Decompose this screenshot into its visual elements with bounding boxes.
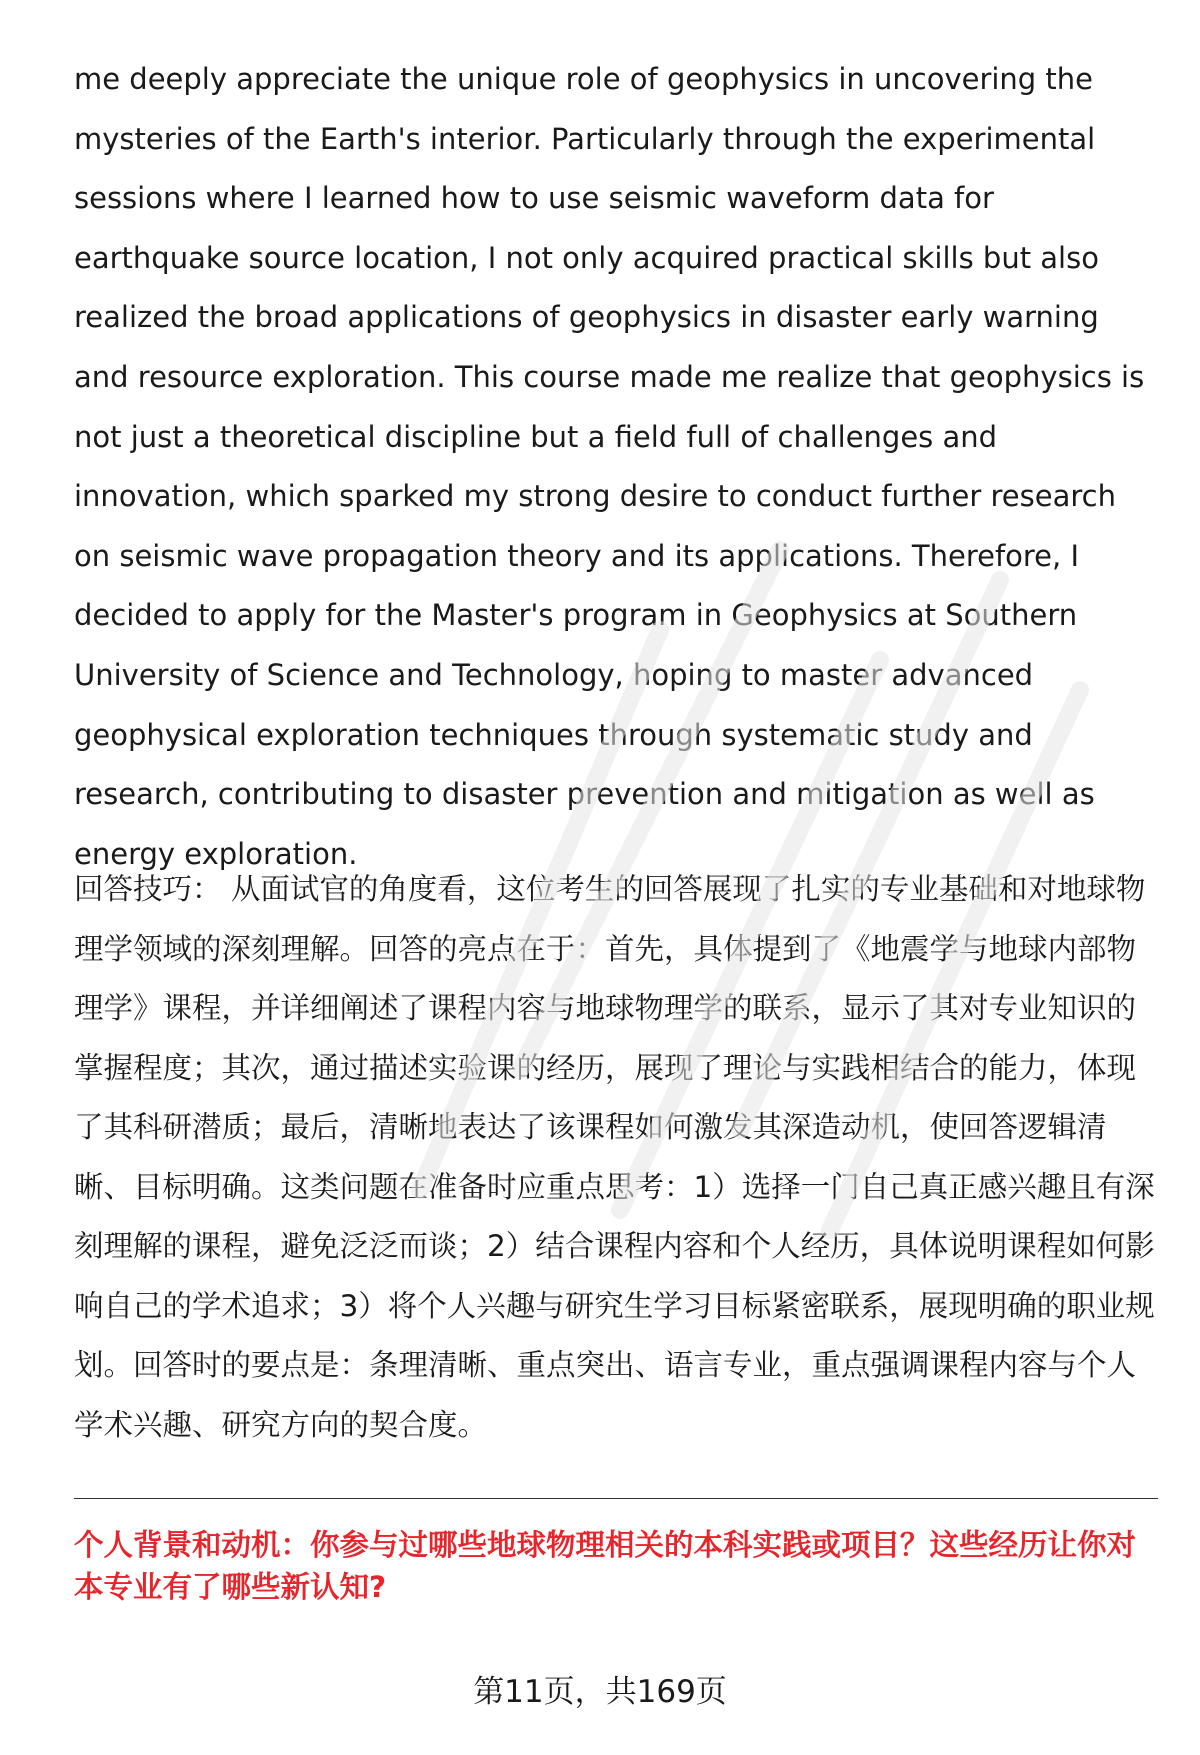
section-divider [74,1498,1158,1499]
next-question-heading: 个人背景和动机：你参与过哪些地球物理相关的本科实践或项目？这些经历让你对本专业有了哪些新认知? [74,1528,1137,1604]
page-number: 第11页，共169页 [473,1674,727,1710]
answer-tips-paragraph [74,860,1158,1455]
answer-paragraph: me deeply appreciate the unique role of geophysics in uncovering the mysteries of the Earth's interior. Particularly through the experimental sessions where I learned how to use seismic waveform data for earthquake source location, I not only acquired practical skills but also realized the broad applications of geophysics in disaster early warning and resource exploration. This course made me realize that geophysics is not just a theoretical discipline but a field full of challenges and innovation, which sparked my strong desire to conduct further research on seismic wave propagation theory and its applications. Therefore, I decided to apply for the Master's program in Geophysics at Southern University of Science and Technology, hoping to master advanced geophysical exploration techniques through systematic study and research, contributing to disaster prevention and mitigation as well as energy exploration. [74,62,1145,871]
tips-text: 从面试官的角度看，这位考生的回答展现了扎实的专业基础和对地球物理学领域的深刻理解。回答的亮点在于：首先，具体提到了《地震学与地球内部物理学》课程，并详细阐述了课程内容与地球物理学的联系，显示了其对专业知识的掌握程度；其次，通过描述实验课的经历，展现了理论与实践相结合的能力，体现了其科研潜质；最后，清晰地表达了该课程如何激发其深造动机，使回答逻辑清晰、目标明确。这类问题在准备时应重点思考：1）选择一门自己真正感兴趣且有深刻理解的课程，避免泛泛而谈；2）结合课程内容和个人经历，具体说明课程如何影响自己的学术追求；3）将个人兴趣与研究生学习目标紧密联系，展现明确的职业规划。回答时的要点是：条理清晰、重点突出、语言专业，重点强调课程内容与个人学术兴趣、研究方向的契合度。 [74,872,1155,1442]
tips-label: 回答技巧： [74,872,222,906]
content-area [74,50,1155,1442]
